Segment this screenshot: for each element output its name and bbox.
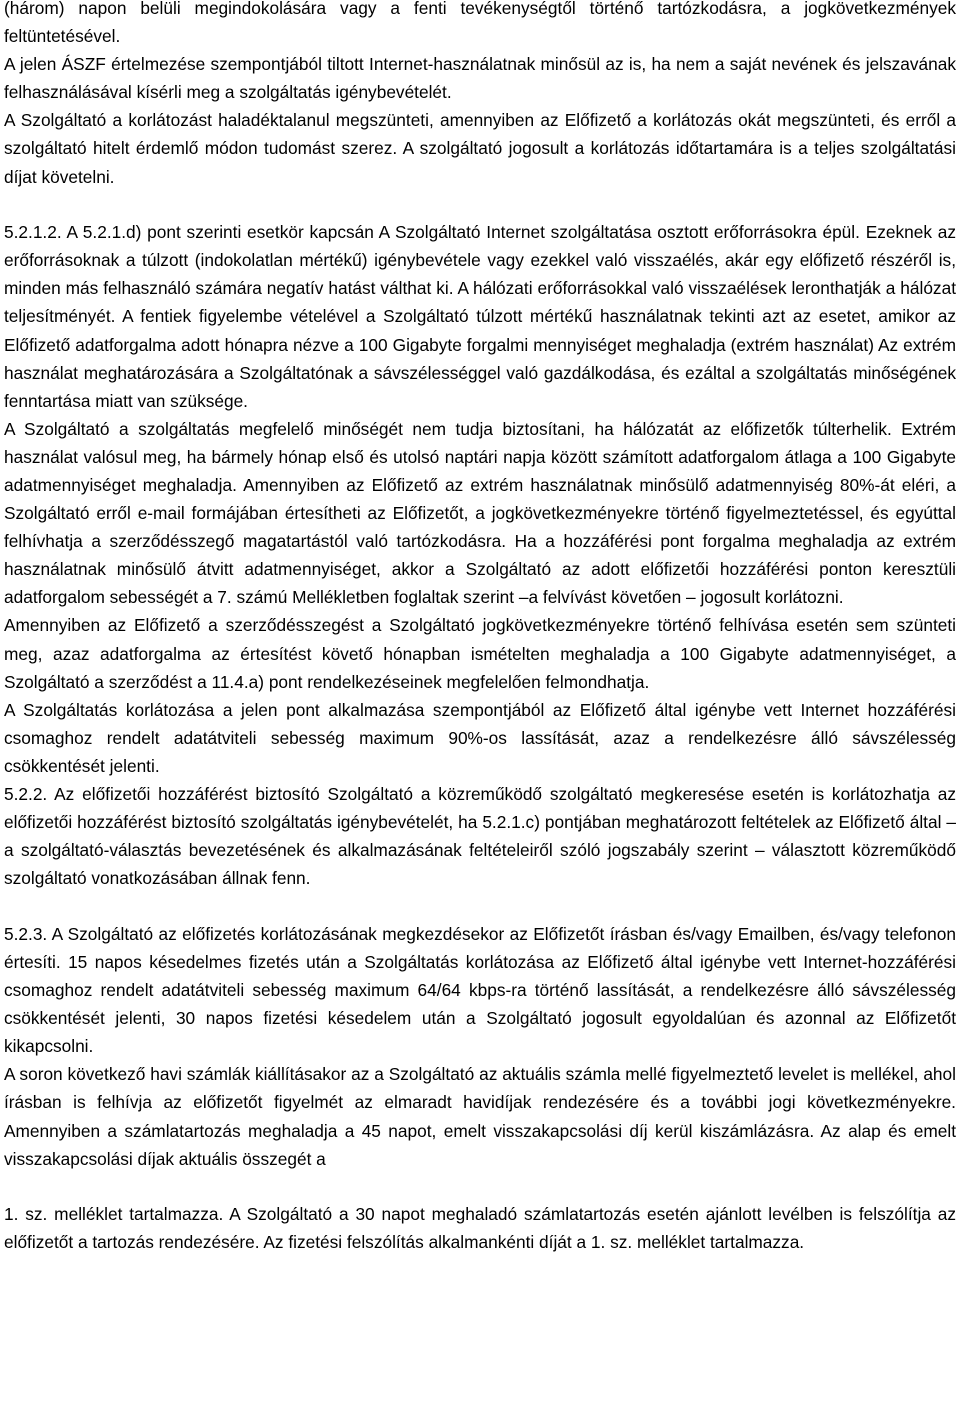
document-page [4,0,956,1256]
paragraph-extreme-use: A Szolgáltató a szolgáltatás megfelelő minőségét nem tudja biztosítani, ha hálózatát az előfizetők túlterhelik. Extrém használat valósul meg, ha bármely hónap első és utolsó naptári napja között számított adatforgalom átlaga a 100 Gigabyte adatmennyiséget meghaladja. Amennyiben az Előfizető az extrém használatnak minősülő adatmennyiség 80%-át eléri, a Szolgáltató erről e-mail formájában értesítheti az Előfizetőt, a jogkövetkezményekre történő figyelmeztetéssel, és egyúttal felhívhatja a szerződésszegő magatartástól való tartózkodásra. Ha a hozzáférési pont forgalma meghaladja az extrém használatnak minősülő átvitt adatmennyiséget, akkor a Szolgáltató az adott előfizetői hozzáférési ponton keresztüli adatforgalom sebességét a 7. számú Mellékletben foglaltak szerint –a felvívást követően – jogosult korlátozni. [4,418,956,608]
paragraph-invoice-warning: A soron következő havi számlák kiállításakor az a Szolgáltató az aktuális számla mellé figyelmeztető levelet is mellékel, ahol írásban is felhívja az előfizetőt figyelmét az elmaradt havidíjak rendezésére és a további jogi következményekre. Amennyiben a számlatartozás meghaladja a 45 napot, emelt visszakapcsolási díj kerül kiszámlázásra. Az alap és emelt visszakapcsolási díjak aktuális összegét a [4,1064,956,1169]
paragraph-prohibited-use: A jelen ÁSZF értelmezése szempontjából tiltott Internet-használatnak minősül az is, ha nem a saját nevének és jelszavának felhasználásával kísérli meg a szolgáltatás igénybevételét. [4,54,956,103]
paragraph-annex-reference: 1. sz. melléklet tartalmazza. A Szolgáltató a 30 napot meghaladó számlatartozás esetén ajánlott levélben is felszólítja az előfizetőt a tartozás rendezésére. Az fizetési felszólítás alkalmankénti díját a 1. sz. melléklet tartalmazza. [4,1204,956,1253]
paragraph-intro-continuation: (három) napon belüli megindokolására vagy a fenti tevékenységtől történő tartózkodásra, a jogkövetkezmények feltüntetésével. [4,0,956,47]
paragraph-5-2-2: 5.2.2. Az előfizetői hozzáférést biztosító Szolgáltató a közreműködő szolgáltató megkeresése esetén is korlátozhatja az előfizetői hozzáférést biztosító szolgáltatás igénybevételét, ha 5.2.1.c) pontjában meghatározott feltételek az Előfizető által – a szolgáltató-választás bevezetésének és alkalmazásának feltételeiről szóló jogszabály szerint – választott közreműködő szolgáltató vonatkozásában állnak fenn. [4,784,956,889]
paragraph-spacer [4,892,956,920]
paragraph-5-2-3: 5.2.3. A Szolgáltató az előfizetés korlátozásának megkezdésekor az Előfizetőt írásban és/vagy Emailben, és/vagy telefonon értesíti. 15 napos késedelmes fizetés után a Szolgáltatás korlátozása az Előfizető által igénybe vett Internet-hozzáférési csomaghoz rendelt adatátviteli sebesség maximum 64/64 kbps-ra történő lassítását, a rendelkezésre álló sávszélesség csökkentését jelenti, 30 napos fizetési késedelem után a Szolgáltató jogosult egyoldalúan és azonnal az Előfizetőt kikapcsolni. [4,923,956,1057]
paragraph-restriction-definition: A Szolgáltatás korlátozása a jelen pont alkalmazása szempontjából az Előfizető által igénybe vett Internet hozzáférési csomaghoz rendelt adatátviteli sebesség maximum 90%-os lassítását, azaz a rendelkezésre álló sávszélesség csökkentését jelenti. [4,699,956,776]
paragraph-5-2-1-2: 5.2.1.2. A 5.2.1.d) pont szerinti esetkör kapcsán A Szolgáltató Internet szolgáltatása osztott erőforrásokra épül. Ezeknek az erőforrásoknak a túlzott (indokolatlan mértékű) igénybevétele vagy ezekkel való visszaélés, akár egy előfizető részéről is, minden más felhasználó számára negatív hatást válthat ki. A hálózati erőforrásokkal való visszaélések leronthatják a hálózat teljesítményét. A fentiek figyelembe vételével a Szolgáltató túlzott mértékű használatnak tekinti azt az esetet, amikor az Előfizető adatforgalma adott hónapra nézve a 100 Gigabyte forgalmi mennyiséget meghaladja (extrém használat) Az extrém használat meghatározására a Szolgáltatónak a sávszélességgel való gazdálkodása, és ezáltal a szolgáltatás minőségének fenntartása miatt van szüksége. [4,222,956,411]
paragraph-lifting-restriction: A Szolgáltató a korlátozást haladéktalanul megszünteti, amennyiben az Előfizető a korlátozás okát megszünteti, és erről a szolgáltató hitelt érdemlő módon tudomást szerez. A szolgáltató jogosult a korlátozás időtartamára is a teljes szolgáltatási díjat követelni. [4,110,956,187]
paragraph-spacer [4,191,956,219]
paragraph-spacer [4,1173,956,1201]
paragraph-contract-termination: Amennyiben az Előfizető a szerződésszegést a Szolgáltató jogkövetkezményekre történő felhívása esetén sem szünteti meg, azaz adatforgalma az értesítést követő hónapban ismételten meghaladja a 100 Gigabyte adatmennyiséget, a Szolgáltató a szerződést a 11.4.a) pont rendelkezéseinek megfelelően felmondhatja. [4,615,956,692]
